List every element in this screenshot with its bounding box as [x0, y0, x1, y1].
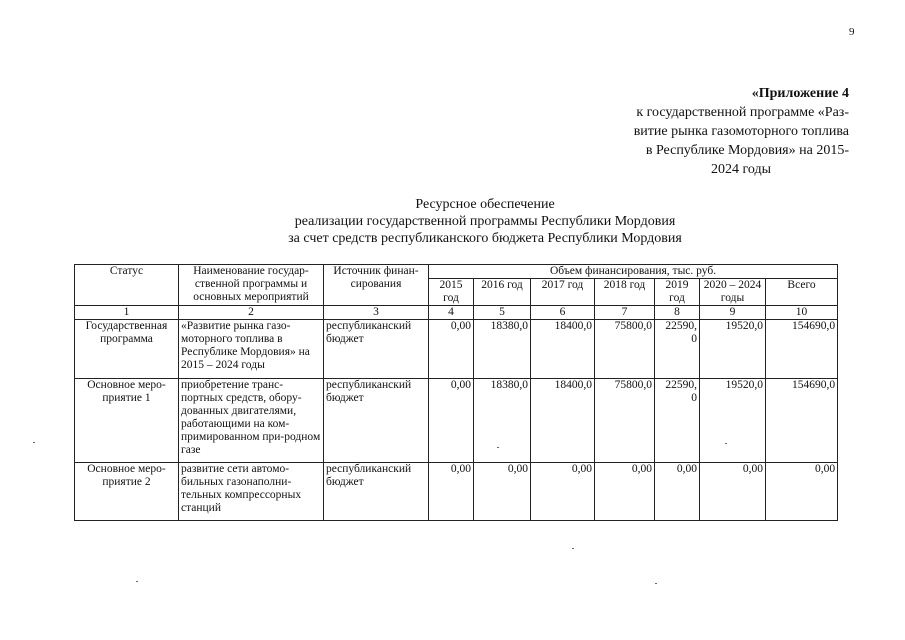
- header-year-2016: 2016 год: [474, 279, 531, 306]
- column-number: 7: [595, 306, 655, 320]
- value-2019: 22590, 0: [655, 379, 700, 463]
- appendix-block: [605, 84, 849, 179]
- value-total: 154690,0: [766, 379, 838, 463]
- value-2020-2024: 0,00: [700, 463, 766, 521]
- value-2019: 22590, 0: [655, 320, 700, 379]
- header-year-2020-2024: 2020 – 2024 годы: [700, 279, 766, 306]
- header-source: Источник финан-сирования: [324, 265, 429, 306]
- column-number: 2: [179, 306, 324, 320]
- value-2018: 75800,0: [595, 320, 655, 379]
- scan-speck: [655, 583, 657, 584]
- value-2017: 18400,0: [531, 320, 595, 379]
- page-number: 9: [849, 26, 855, 38]
- header-year-2015: 2015 год: [429, 279, 474, 306]
- column-number: 5: [474, 306, 531, 320]
- value-2017: 18400,0: [531, 379, 595, 463]
- appendix-line: к государственной программе «Раз-: [636, 105, 849, 120]
- table-row: [75, 320, 838, 379]
- value-2016: 18380,0: [474, 320, 531, 379]
- value-2016: 18380,0: [474, 379, 531, 463]
- header-status: Статус: [75, 265, 179, 306]
- value-2015: 0,00: [429, 463, 474, 521]
- scan-speck: [136, 581, 138, 582]
- row-status: Основное меро-приятие 2: [75, 463, 179, 521]
- heading-line: за счет средств республиканского бюджета Республики Мордовия: [288, 231, 682, 246]
- value-2018: 0,00: [595, 463, 655, 521]
- value-2015: 0,00: [429, 379, 474, 463]
- resource-table: [74, 264, 838, 521]
- scan-speck: [725, 443, 727, 444]
- value-2015: 0,00: [429, 320, 474, 379]
- value-total: 154690,0: [766, 320, 838, 379]
- table-row: [75, 379, 838, 463]
- scan-speck: [572, 548, 574, 549]
- row-status: Государственная программа: [75, 320, 179, 379]
- row-source: республиканский бюджет: [324, 320, 429, 379]
- scan-speck: [33, 442, 35, 443]
- column-number: 8: [655, 306, 700, 320]
- value-2018: 75800,0: [595, 379, 655, 463]
- appendix-line: в Республике Мордовия» на 2015-: [645, 143, 849, 158]
- value-total: 0,00: [766, 463, 838, 521]
- header-year-2019: 2019 год: [655, 279, 700, 306]
- header-volume: Объем финансирования, тыс. руб.: [429, 265, 838, 279]
- appendix-line: витие рынка газомоторного топлива: [633, 124, 849, 139]
- header-year-2018: 2018 год: [595, 279, 655, 306]
- row-name: приобретение транс-портных средств, обору-дованных двигателями, работающими на ком-примированном при-родном газе: [179, 379, 324, 463]
- value-2019: 0,00: [655, 463, 700, 521]
- heading-line: реализации государственной программы Республики Мордовия: [294, 214, 676, 229]
- appendix-title: «Приложение 4: [751, 86, 849, 101]
- document-heading: [240, 196, 730, 247]
- value-2020-2024: 19520,0: [700, 379, 766, 463]
- column-number-row: [75, 306, 838, 320]
- table-row: [75, 463, 838, 521]
- value-2017: 0,00: [531, 463, 595, 521]
- header-year-2017: 2017 год: [531, 279, 595, 306]
- column-number: 1: [75, 306, 179, 320]
- value-2016: 0,00: [474, 463, 531, 521]
- column-number: 6: [531, 306, 595, 320]
- row-status: Основное меро-приятие 1: [75, 379, 179, 463]
- column-number: 4: [429, 306, 474, 320]
- heading-line: Ресурсное обеспечение: [415, 197, 555, 212]
- value-2020-2024: 19520,0: [700, 320, 766, 379]
- header-total: Всего: [766, 279, 838, 306]
- row-source: республиканский бюджет: [324, 379, 429, 463]
- column-number: 9: [700, 306, 766, 320]
- header-name: Наименование государ-ственной программы и основных мероприятий: [179, 265, 324, 306]
- column-number: 3: [324, 306, 429, 320]
- row-source: республиканский бюджет: [324, 463, 429, 521]
- scan-speck: [497, 447, 499, 448]
- row-name: «Развитие рынка газо-моторного топлива в Республике Мордовия» на 2015 – 2024 годы: [179, 320, 324, 379]
- row-name: развитие сети автомо-бильных газонаполни-тельных компрессорных станций: [179, 463, 324, 521]
- column-number: 10: [766, 306, 838, 320]
- appendix-line: 2024 годы: [710, 162, 771, 177]
